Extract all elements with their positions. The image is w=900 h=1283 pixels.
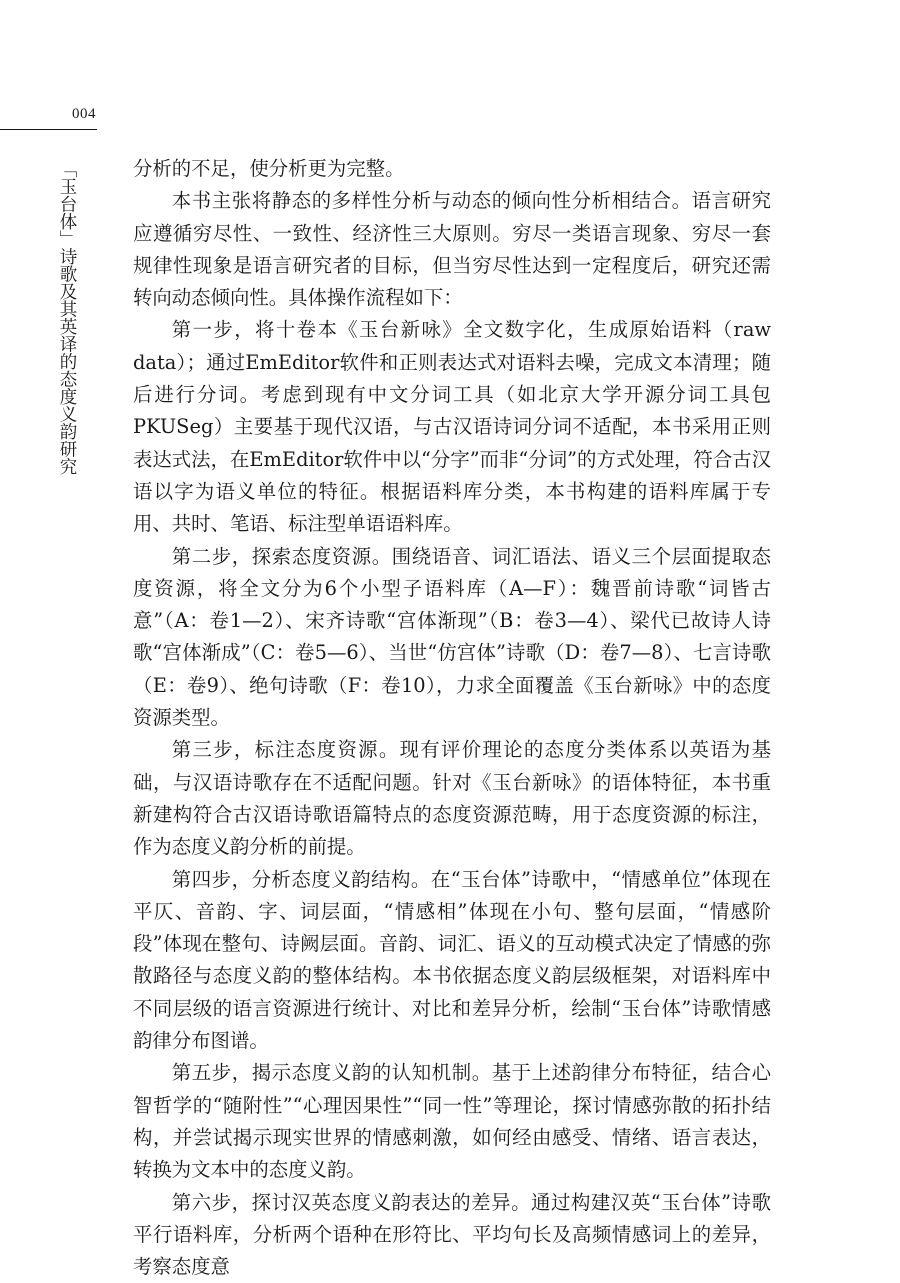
running-title: 「玉台体」诗歌及其英译的态度义韵研究	[52, 160, 82, 475]
paragraph: 第一步，将十卷本《玉台新咏》全文数字化，生成原始语料（raw data）；通过EmEditor软件和正则表达式对语料去噪，完成文本清理；随后进行分词。考虑到现有中文分词工具（如北京大学开源分词工具包PKUSeg）主要基于现代汉语，与古汉语诗词分词不适配，本书采用正则表达式法，在EmEditor软件中以“分字”而非“分词”的方式处理，符合古汉语以字为语义单位的特征。根据语料库分类，本书构建的语料库属于专用、共时、笔语、标注型单语语料库。	[133, 314, 771, 540]
paragraph: 第三步，标注态度资源。现有评价理论的态度分类体系以英语为基础，与汉语诗歌存在不适配问题。针对《玉台新咏》的语体特征，本书重新建构符合古汉语诗歌语篇特点的态度资源范畴，用于态度资源的标注，作为态度义韵分析的前提。	[133, 734, 771, 863]
paragraph: 第二步，探索态度资源。围绕语音、词汇语法、语义三个层面提取态度资源，将全文分为6个小型子语料库（A—F）：魏晋前诗歌“词皆古意”（A：卷1—2）、宋齐诗歌“宫体渐现”（B：卷3—4）、梁代已故诗人诗歌“宫体渐成”（C：卷5—6）、当世“仿宫体”诗歌（D：卷7—8）、七言诗歌（E：卷9）、绝句诗歌（F：卷10），力求全面覆盖《玉台新咏》中的态度资源类型。	[133, 541, 771, 735]
body-text	[133, 153, 771, 1283]
paragraph: 分析的不足，使分析更为完整。	[133, 153, 771, 185]
paragraph: 本书主张将静态的多样性分析与动态的倾向性分析相结合。语言研究应遵循穷尽性、一致性、经济性三大原则。穷尽一类语言现象、穷尽一套规律性现象是语言研究者的目标，但当穷尽性达到一定程度后，研究还需转向动态倾向性。具体操作流程如下：	[133, 185, 771, 314]
page-number: 004	[72, 106, 96, 123]
paragraph: 第五步，揭示态度义韵的认知机制。基于上述韵律分布特征，结合心智哲学的“随附性”“心理因果性”“同一性”等理论，探讨情感弥散的拓扑结构，并尝试揭示现实世界的情感刺激，如何经由感受、情绪、语言表达，转换为文本中的态度义韵。	[133, 1057, 771, 1186]
paragraph: 第六步，探讨汉英态度义韵表达的差异。通过构建汉英“玉台体”诗歌平行语料库，分析两个语种在形符比、平均句长及高频情感词上的差异，考察态度意	[133, 1187, 771, 1283]
header-rule	[0, 129, 97, 130]
paragraph: 第四步，分析态度义韵结构。在“玉台体”诗歌中，“情感单位”体现在平仄、音韵、字、词层面，“情感相”体现在小句、整句层面，“情感阶段”体现在整句、诗阙层面。音韵、词汇、语义的互动模式决定了情感的弥散路径与态度义韵的整体结构。本书依据态度义韵层级框架，对语料库中不同层级的语言资源进行统计、对比和差异分析，绘制“玉台体”诗歌情感韵律分布图谱。	[133, 864, 771, 1058]
